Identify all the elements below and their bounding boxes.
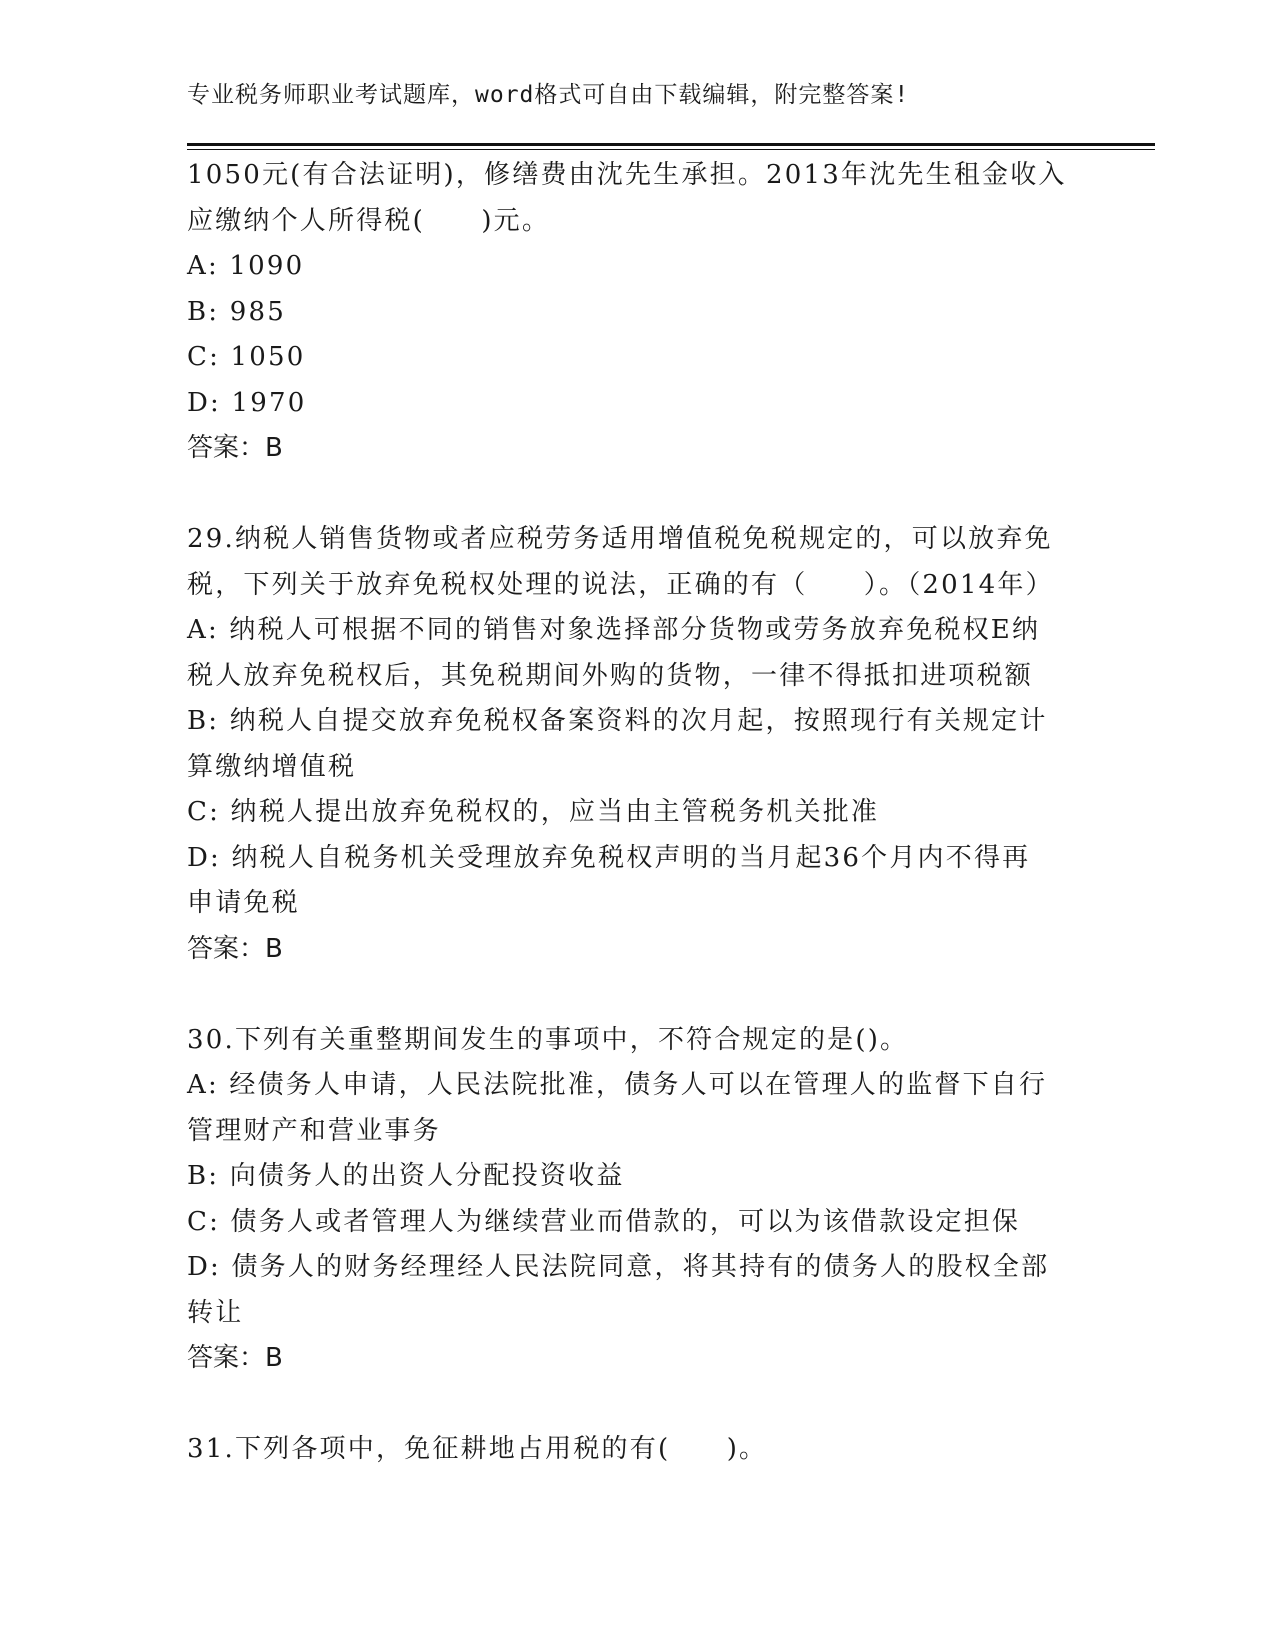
question-text-line: 31.下列各项中，免征耕地占用税的有( )。 xyxy=(187,1434,768,1464)
question-30 xyxy=(187,1018,1087,1382)
answer-line: 答案：B xyxy=(187,1343,283,1373)
option-d: D: 纳税人自税务机关受理放弃免税权声明的当月起36个月内不得再 xyxy=(187,842,1031,873)
question-29 xyxy=(187,517,1087,972)
option-a: A: 经债务人申请，人民法院批准，债务人可以在管理人的监督下自行 xyxy=(187,1070,1048,1100)
option-b: B: 纳税人自提交放弃免税权备案资料的次月起，按照现行有关规定计 xyxy=(187,706,1048,736)
option-c: C: 债务人或者管理人为继续营业而借款的，可以为该借款设定担保 xyxy=(187,1206,1021,1237)
option-b: B: 985 xyxy=(187,296,286,327)
spacer xyxy=(187,1382,1087,1428)
option-a-continued: 管理财产和营业事务 xyxy=(187,1115,441,1146)
option-b: B: 向债务人的出资人分配投资收益 xyxy=(187,1161,625,1191)
option-c: C: 纳税人提出放弃免税权的，应当由主管税务机关批准 xyxy=(187,797,880,827)
question-content xyxy=(187,153,1087,1473)
question-text-line: 1050元(有合法证明)，修缮费由沈先生承担。2013年沈先生租金收入 xyxy=(187,160,1067,190)
option-c: C: 1050 xyxy=(187,342,306,372)
page-header: 专业税务师职业考试题库，word格式可自由下载编辑，附完整答案! xyxy=(187,82,910,108)
option-d-continued: 申请免税 xyxy=(187,888,300,918)
option-a: A: 纳税人可根据不同的销售对象选择部分货物或劳务放弃免税权E纳 xyxy=(187,615,1041,645)
question-text-line: 29.纳税人销售货物或者应税劳务适用增值税免税规定的，可以放弃免 xyxy=(187,524,1053,554)
spacer xyxy=(187,472,1087,518)
option-d: D: 债务人的财务经理经人民法院同意，将其持有的债务人的股权全部 xyxy=(187,1252,1050,1282)
answer-line: 答案：B xyxy=(187,433,283,463)
answer-line: 答案：B xyxy=(187,933,283,964)
header-rule-thin xyxy=(187,149,1155,150)
question-text-line: 税，下列关于放弃免税权处理的说法，正确的有（ ）。（2014年） xyxy=(187,569,1054,600)
prev-question xyxy=(187,153,1087,472)
spacer xyxy=(187,972,1087,1018)
option-b-continued: 算缴纳增值税 xyxy=(187,751,357,782)
question-31 xyxy=(187,1427,1087,1473)
question-text-line: 30.下列有关重整期间发生的事项中，不符合规定的是()。 xyxy=(187,1024,909,1055)
option-d: D: 1970 xyxy=(187,387,307,418)
option-d-continued: 转让 xyxy=(187,1297,244,1328)
header-rule-thick xyxy=(187,143,1155,146)
option-a: A: 1090 xyxy=(187,251,305,281)
question-text-line: 应缴纳个人所得税( )元。 xyxy=(187,205,551,236)
option-a-continued: 税人放弃免税权后，其免税期间外购的货物，一律不得抵扣进项税额 xyxy=(187,660,1034,691)
